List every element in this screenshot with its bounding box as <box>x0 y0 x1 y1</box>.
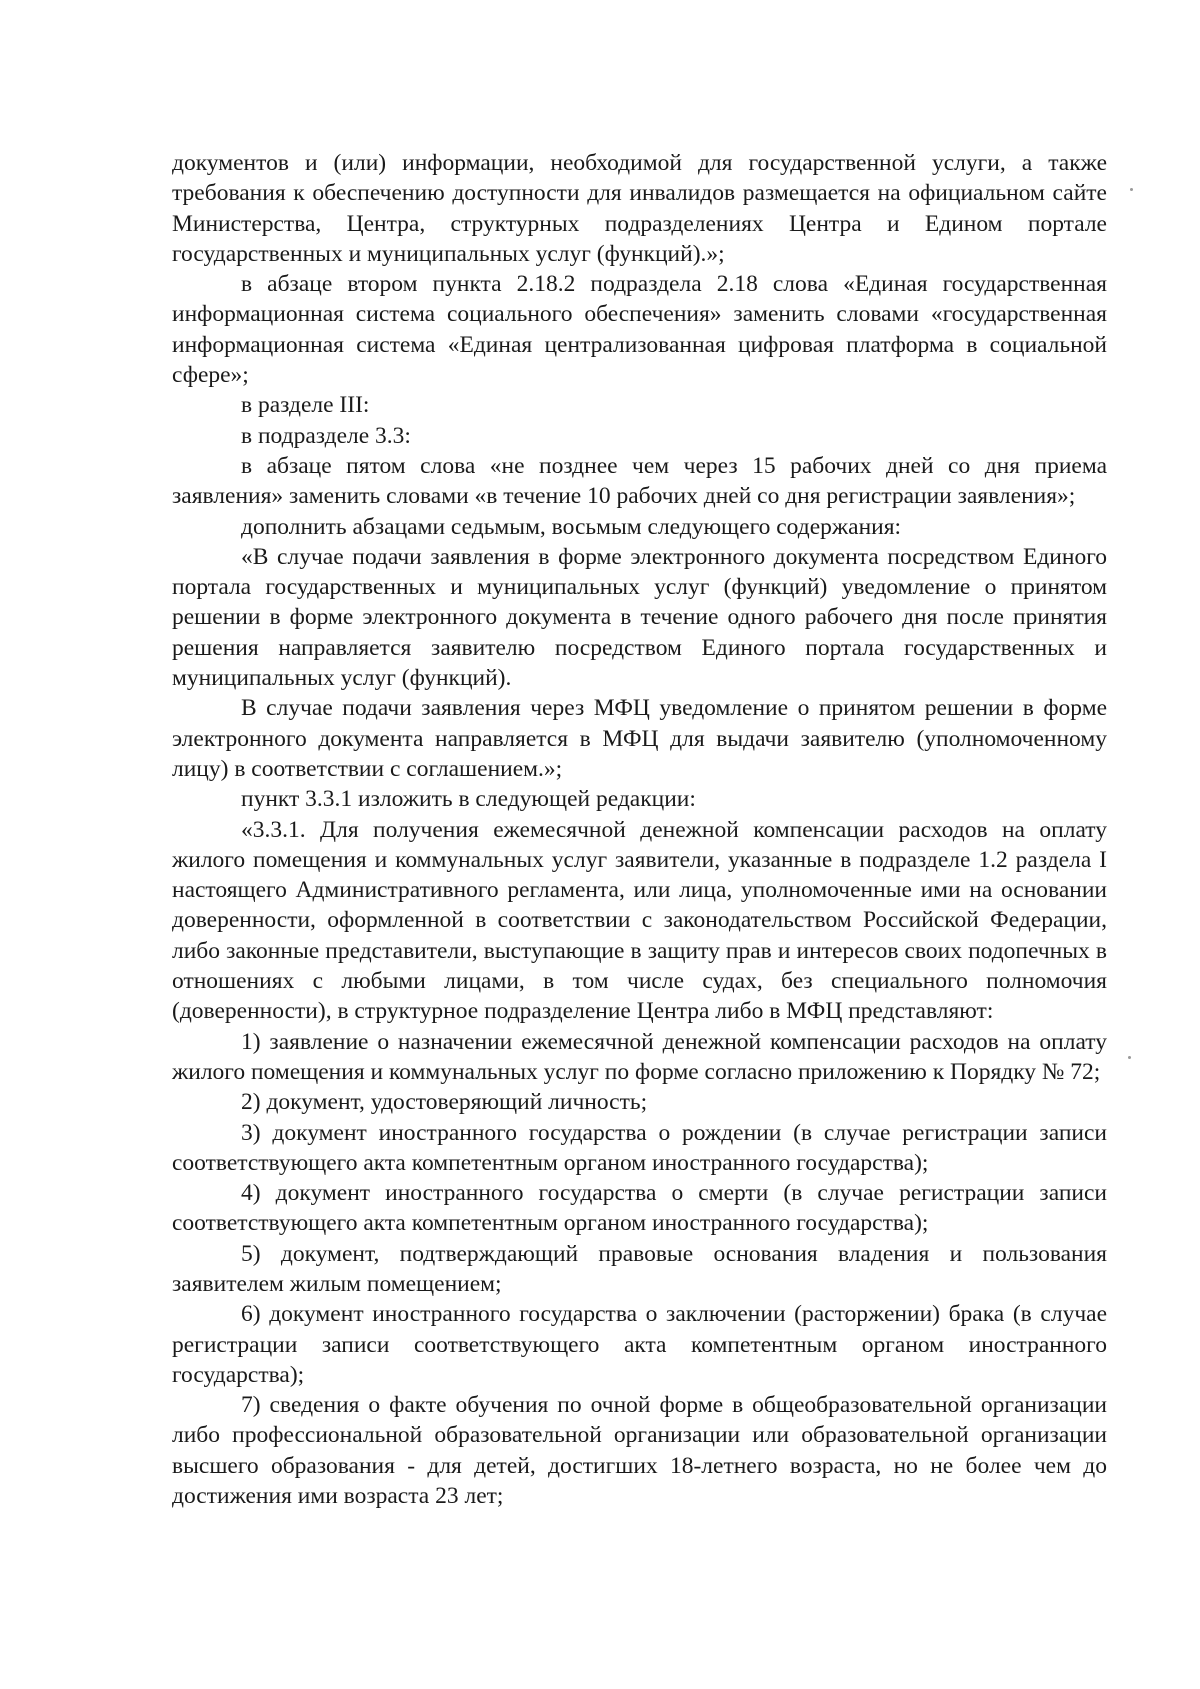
paragraph: В случае подачи заявления через МФЦ уведомление о принятом решении в форме электронного документа направляется в МФЦ для выдачи заявителю (уполномоченному лицу) в соответствии с соглашением.»; <box>172 695 1107 782</box>
list-item: 1) заявление о назначении ежемесячной денежной компенсации расходов на оплату жилого помещения и коммунальных услуг по форме согласно приложению к Порядку № 72; <box>172 1028 1107 1085</box>
paragraph-continuation: документов и (или) информации, необходимой для государственной услуги, а также требования к обеспечению доступности для инвалидов размещается на официальном сайте Министерства, Центра, структурных подразделениях Центра и Едином портале государственных и муниципальных услуг (функций).»; <box>172 150 1107 267</box>
document-body <box>172 148 1107 1511</box>
list-item: 7) сведения о факте обучения по очной форме в общеобразовательной организации либо профессиональной образовательной организации или образовательной организации высшего образования - для детей, достигших 18-летнего возраста, но не более чем до достижения ими возраста 23 лет; <box>172 1392 1107 1510</box>
list-item: 3) документ иностранного государства о рождении (в случае регистрации записи соответствующего акта компетентным органом иностранного государства); <box>172 1119 1107 1176</box>
paragraph: в разделе III: <box>241 392 370 419</box>
paragraph: в подразделе 3.3: <box>241 422 411 449</box>
paragraph: в абзаце пятом слова «не позднее чем через 15 рабочих дней со дня приема заявления» заменить словами «в течение 10 рабочих дней со дня регистрации заявления»; <box>172 452 1107 510</box>
paragraph: дополнить абзацами седьмым, восьмым следующего содержания: <box>241 513 902 540</box>
paragraph: в абзаце втором пункта 2.18.2 подраздела 2.18 слова «Единая государственная информационная система социального обеспечения» заменить словами «государственная информационная система «Единая централизованная цифровая платформа в социальной сфере»; <box>172 271 1107 389</box>
list-item: 2) документ, удостоверяющий личность; <box>241 1089 648 1116</box>
list-item: 4) документ иностранного государства о смерти (в случае регистрации записи соответствующего акта компетентным органом иностранного государства); <box>172 1180 1107 1237</box>
paragraph: «3.3.1. Для получения ежемесячной денежной компенсации расходов на оплату жилого помещения и коммунальных услуг заявители, указанные в подразделе 1.2 раздела I настоящего Административного регламента, или лица, уполномоченные ими на основании доверенности, оформленной в соответствии с законодательством Российской Федерации, либо законные представители, выступающие в защиту прав и интересов своих подопечных в отношениях с любыми лицами, в том числе судах, без специального полномочия (доверенности), в структурное подразделение Центра либо в МФЦ представляют: <box>172 816 1107 1025</box>
scan-speck <box>1130 188 1133 191</box>
scan-speck <box>1128 1056 1131 1059</box>
paragraph: пункт 3.3.1 изложить в следующей редакции: <box>241 786 696 813</box>
list-item: 6) документ иностранного государства о заключении (расторжении) брака (в случае регистрации записи соответствующего акта компетентным органом иностранного государства); <box>172 1301 1107 1388</box>
list-item: 5) документ, подтверждающий правовые основания владения и пользования заявителем жилым помещением; <box>172 1240 1107 1297</box>
paragraph: «В случае подачи заявления в форме электронного документа посредством Единого портала государственных и муниципальных услуг (функций) уведомление о принятом решении в форме электронного документа в течение одного рабочего дня после принятия решения направляется заявителю посредством Единого портала государственных и муниципальных услуг (функций). <box>172 543 1107 692</box>
